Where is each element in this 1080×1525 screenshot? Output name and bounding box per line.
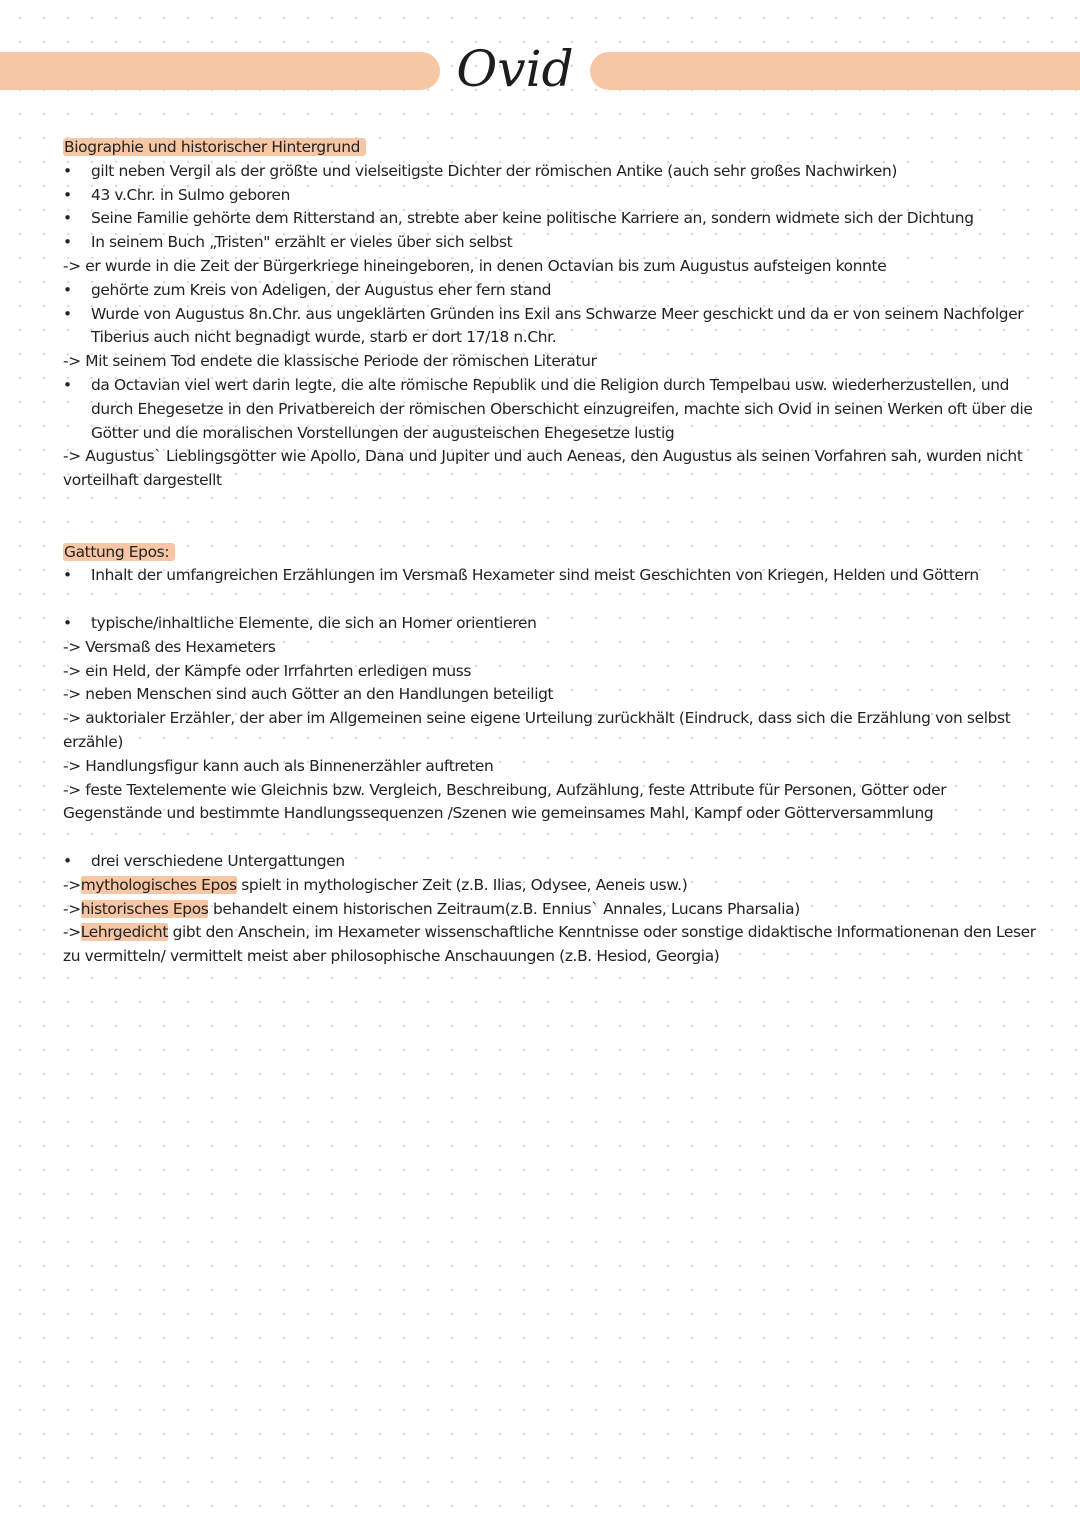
spacer — [63, 826, 1048, 850]
arrow-item: -> neben Menschen sind auch Götter an den Handlungen beteiligt — [63, 685, 554, 704]
bullet-item: • gilt neben Vergil als der größte und vielseitigste Dichter der römischen Antike (auch sehr großes Nachwirken) — [63, 160, 1048, 184]
arrow-item: -> Versmaß des Hexameters — [63, 637, 276, 656]
subgenre-historical: ->historisches Epos behandelt einem historischen Zeitraum(z.B. Ennius` Annales, Lucans Pharsalia) — [63, 899, 800, 918]
arrow-item: -> auktorialer Erzähler, der aber im Allgemeinen seine eigene Urteilung zurückhält (Eindruck, dass sich die Erzählung von selbst erzähle) — [63, 709, 1011, 751]
arrow-item: -> Handlungsfigur kann auch als Binnenerzähler auftreten — [63, 756, 494, 775]
highlight-term: Lehrgedicht — [80, 923, 169, 942]
subgenre-mythological: ->mythologisches Epos spielt in mythologischer Zeit (z.B. Ilias, Odysee, Aeneis usw.) — [63, 875, 688, 894]
spacer — [63, 493, 1048, 541]
highlight-term: mythologisches Epos — [80, 875, 237, 894]
title-banner-left — [0, 52, 440, 90]
arrow-item: -> er wurde in die Zeit der Bürgerkriege hineingeboren, in denen Octavian bis zum Augustus aufsteigen konnte — [63, 256, 887, 275]
subgenre-didactic: ->Lehrgedicht gibt den Anschein, im Hexameter wissenschaftliche Kenntnisse oder sonstige didaktische Informationenan den Leser zu vermitteln/ vermittelt meist aber philosophische Anschauungen (z.B. Hesiod, Georgia) — [63, 923, 1036, 966]
arrow-item: -> Mit seinem Tod endete die klassische Periode der römischen Literatur — [63, 352, 597, 371]
bullet-item: • typische/inhaltliche Elemente, die sich an Homer orientieren — [63, 612, 1048, 636]
bullet-item: • gehörte zum Kreis von Adeligen, der Augustus eher fern stand — [63, 279, 1048, 303]
arrow-item: -> feste Textelemente wie Gleichnis bzw. Vergleich, Beschreibung, Aufzählung, feste Attribute für Personen, Götter oder Gegenstände und bestimmte Handlungssequenzen /Szenen wie gemeinsames Mahl, Kampf oder Götterversammlung — [63, 780, 947, 823]
bullet-item: • Seine Familie gehörte dem Ritterstand an, strebte aber keine politische Karriere an, sondern widmete sich der Dichtung — [63, 207, 1048, 231]
highlight-term: historisches Epos — [80, 899, 209, 918]
arrow-item: -> ein Held, der Kämpfe oder Irrfahrten erledigen muss — [63, 661, 472, 680]
arrow-item: -> Augustus` Lieblingsgötter wie Apollo, Dana und Jupiter und auch Aeneas, den Augustus als seinen Vorfahren sah, wurden nicht vorteilhaft dargestellt — [63, 447, 1023, 490]
section-heading-epos: Gattung Epos: — [63, 541, 1048, 565]
bullet-item: • In seinem Buch „Tristen" erzählt er vieles über sich selbst — [63, 231, 1048, 255]
section-heading-biography: Biographie und historischer Hintergrund — [63, 136, 1048, 160]
bullet-item: • Inhalt der umfangreichen Erzählungen im Versmaß Hexameter sind meist Geschichten von Kriegen, Helden und Göttern — [63, 564, 1048, 588]
page-title: Ovid — [456, 40, 574, 98]
spacer — [63, 588, 1048, 612]
note-content — [63, 136, 1048, 969]
bullet-item: • 43 v.Chr. in Sulmo geboren — [63, 184, 1048, 208]
title-banner-right — [590, 52, 1080, 90]
bullet-item: • da Octavian viel wert darin legte, die alte römische Republik und die Religion durch Tempelbau usw. wiederherzustellen, und durch Ehegesetze in den Privatbereich der römischen Oberschicht einzugreifen, machte sich Ovid in seinen Werken oft über die Götter und die moralischen Vorstellungen der augusteischen Ehegesetze lustig — [63, 374, 1048, 445]
bullet-item: • Wurde von Augustus 8n.Chr. aus ungeklärten Gründen ins Exil ans Schwarze Meer geschickt und da er von seinem Nachfolger Tiberius auch nicht begnadigt wurde, starb er dort 17/18 n.Chr. — [63, 303, 1048, 351]
bullet-item: • drei verschiedene Untergattungen — [63, 850, 1048, 874]
